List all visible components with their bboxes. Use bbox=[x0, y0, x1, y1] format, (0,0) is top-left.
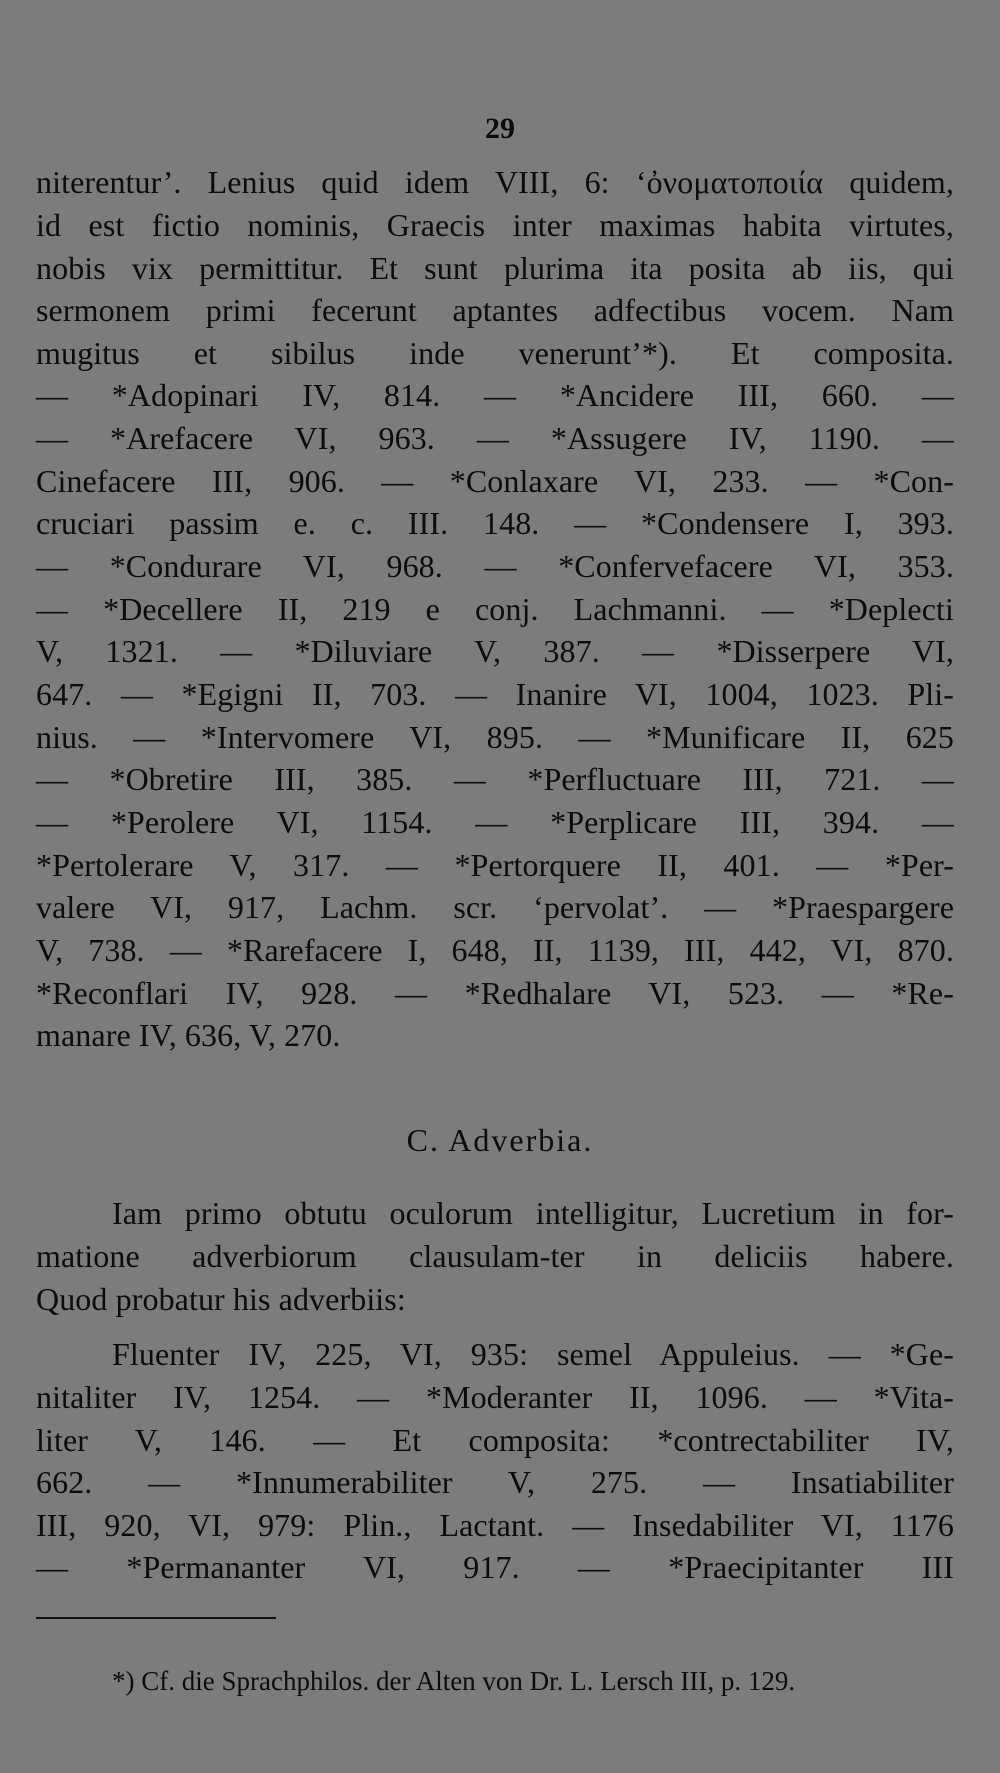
text-line: — *Decellere II, 219 e conj. Lachmanni. — *Deplecti bbox=[36, 591, 954, 627]
text-line: *Pertolerare V, 317. — *Pertorquere II, 401. — *Per- bbox=[36, 847, 954, 883]
text-line: valere VI, 917, Lachm. scr. ‘pervolat’. — *Praespargere bbox=[36, 889, 954, 925]
text-line: niterentur’. Lenius quid idem VIII, 6: ‘ὀνοματοποιία quidem, bbox=[36, 164, 954, 200]
text-line: V, 1321. — *Diluviare V, 387. — *Disserpere VI, bbox=[36, 633, 954, 669]
text-line: 647. — *Egigni II, 703. — Inanire VI, 1004, 1023. Pli- bbox=[36, 676, 954, 712]
text-line: V, 738. — *Rarefacere I, 648, II, 1139, III, 442, VI, 870. bbox=[36, 932, 954, 968]
text-line: id est fictio nominis, Graecis inter maximas habita virtutes, bbox=[36, 207, 954, 243]
footnote-divider bbox=[36, 1617, 276, 1619]
text-line: mugitus et sibilus inde venerunt’*). Et composita. bbox=[36, 335, 954, 371]
text-line: Cinefacere III, 906. — *Conlaxare VI, 233. — *Con- bbox=[36, 463, 954, 499]
text-line: matione adverbiorum clausulam-ter in deliciis habere. bbox=[36, 1238, 954, 1274]
text-line: — *Obretire III, 385. — *Perfluctuare III, 721. — bbox=[36, 761, 954, 797]
text-line: 662. — *Innumerabiliter V, 275. — Insatiabiliter bbox=[36, 1464, 954, 1500]
footnote: *) Cf. die Sprachphilos. der Alten von Dr. L. Lersch III, p. 129. bbox=[112, 1666, 796, 1696]
text-line: nitaliter IV, 1254. — *Moderanter II, 1096. — *Vita- bbox=[36, 1379, 954, 1415]
text-line: Quod probatur his adverbiis: bbox=[36, 1281, 406, 1317]
text-line: — *Adopinari IV, 814. — *Ancidere III, 660. — bbox=[36, 377, 954, 413]
text-line: cruciari passim e. c. III. 148. — *Condensere I, 393. bbox=[36, 505, 954, 541]
text-line: manare IV, 636, V, 270. bbox=[36, 1017, 341, 1053]
text-line: Fluenter IV, 225, VI, 935: semel Appuleius. — *Ge- bbox=[112, 1336, 954, 1372]
text-line: — *Condurare VI, 968. — *Confervefacere VI, 353. bbox=[36, 548, 954, 584]
section-heading: C. Adverbia. bbox=[406, 1122, 594, 1158]
text-line: — *Arefacere VI, 963. — *Assugere IV, 1190. — bbox=[36, 420, 954, 456]
text-line: III, 920, VI, 979: Plin., Lactant. — Insedabiliter VI, 1176 bbox=[36, 1507, 954, 1543]
text-line: *Reconflari IV, 928. — *Redhalare VI, 523. — *Re- bbox=[36, 975, 954, 1011]
text-line: nius. — *Intervomere VI, 895. — *Munificare II, 625 bbox=[36, 719, 954, 755]
text-line: — *Perolere VI, 1154. — *Perplicare III, 394. — bbox=[36, 804, 954, 840]
text-line: nobis vix permittitur. Et sunt plurima ita posita ab iis, qui bbox=[36, 250, 954, 286]
text-line: Iam primo obtutu oculorum intelligitur, Lucretium in for- bbox=[112, 1195, 954, 1231]
text-line: liter V, 146. — Et composita: *contrectabiliter IV, bbox=[36, 1422, 954, 1458]
page-number: 29 bbox=[485, 112, 515, 145]
text-line: — *Permananter VI, 917. — *Praecipitanter III bbox=[36, 1549, 954, 1585]
text-line: sermonem primi fecerunt aptantes adfectibus vocem. Nam bbox=[36, 292, 954, 328]
